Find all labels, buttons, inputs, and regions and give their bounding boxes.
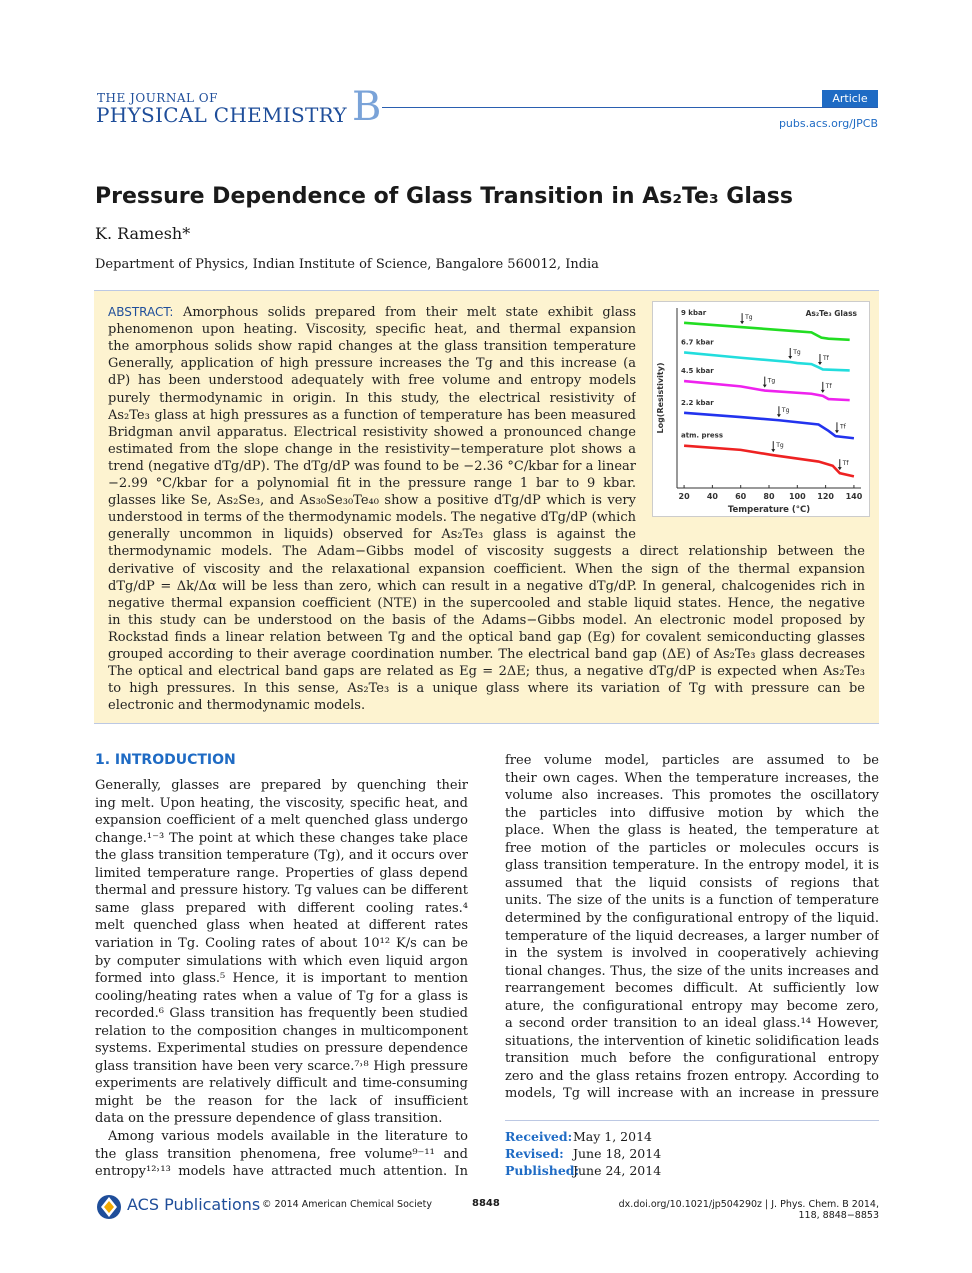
body-text-line: temperature of the liquid decreases, a larger number of: [505, 928, 879, 944]
series-label: atm. press: [681, 431, 724, 440]
body-text-line: experiments are relatively difficult and time-consuming: [95, 1076, 468, 1092]
transition-label: Tf: [825, 382, 832, 390]
abstract-line: in this study can be understood on the basis of the Adams−Gibbs model. An electronic model proposed by: [108, 612, 865, 628]
body-text-line: situations, the intervention of kinetic solidification leads: [505, 1033, 879, 1049]
journal-url-link[interactable]: pubs.acs.org/JPCB: [778, 117, 878, 130]
date-value: May 1, 2014: [573, 1129, 652, 1144]
abstract-line: phenomenon upon heating. Viscosity, specific heat, and thermal expansion: [108, 322, 636, 338]
date-label: Published:: [505, 1163, 580, 1178]
x-tick-label: 40: [706, 492, 718, 501]
transition-arrow-head: [763, 385, 767, 388]
abstract-line: dP) has been understood adequately with free volume and entropy models: [108, 373, 636, 389]
date-value: June 18, 2014: [573, 1146, 662, 1161]
body-text-line: melt quenched glass when heated at different rates: [95, 918, 468, 934]
author-list: K. Ramesh*: [95, 224, 191, 243]
body-text-line: data on the pressure dependence of glass transition.: [95, 1111, 443, 1127]
abstract-line: [108, 304, 636, 321]
body-text-line: change.¹⁻³ The point at which these changes take place: [95, 830, 468, 846]
body-text-line: glass transition have been very scarce.⁷˒⁸ High pressure: [95, 1058, 468, 1074]
abstract-line: purely thermodynamic in origin. In this study, the electrical resistivity of: [108, 390, 636, 406]
x-axis-label: Temperature (°C): [727, 505, 811, 515]
abstract-line: electronic and thermodynamic models.: [108, 698, 366, 714]
series-label: 2.2 kbar: [681, 398, 714, 407]
copyright-notice: © 2014 American Chemical Society: [262, 1199, 432, 1210]
abstract-line: Rockstad finds a linear relation between Tg and the optical band gap (Eg) for covalent semiconducting glasses: [108, 629, 865, 645]
body-text-line: same glass prepared with different cooling rates.⁴: [95, 900, 468, 916]
body-text-line: entropy¹²˒¹³ models have attracted much attention. In: [95, 1164, 468, 1180]
body-text-line: ature, the configurational entropy may become zero,: [505, 998, 879, 1014]
toc-graphic: [652, 301, 870, 517]
acs-logo-icon: [95, 1193, 123, 1225]
body-text-line: units. The size of the units is a function of temperature: [505, 893, 879, 909]
body-text-line: volume also increases. This promotes the oscillatory: [505, 788, 879, 804]
transition-label: Tg: [776, 442, 784, 450]
body-text-line: glass transition temperature. In the entropy model, it is: [505, 858, 879, 874]
body-text-line: determined by the configurational entropy of the liquid.: [505, 910, 879, 926]
transition-label: Tg: [793, 349, 801, 356]
body-text-line: transition much before the configurational entropy: [505, 1051, 879, 1067]
y-axis-label: Log(Resistivity): [656, 362, 665, 434]
body-text-line: in the system is involved in cooperatively achieving: [505, 946, 879, 962]
x-tick-label: 80: [763, 492, 775, 501]
body-text-line: zero and the glass retains frozen entropy. According to: [505, 1068, 879, 1084]
date-label: Received:: [505, 1129, 573, 1144]
abstract-line: −2.99 °C/kbar for a polynomial fit in the pressure range 1 bar to 9 kbar.: [108, 476, 636, 491]
doi-citation[interactable]: dx.doi.org/10.1021/jp504290z | J. Phys. Chem. B 2014, 118, 8848−8853: [618, 1199, 879, 1221]
x-tick-label: 120: [817, 492, 834, 501]
series-line: [684, 446, 854, 477]
abstract-line: to high pressures. In this sense, As₂Te₃ is a unique glass where its variation of Tg with pressure can be: [108, 681, 865, 697]
resistivity-temperature-chart: [653, 302, 869, 516]
transition-arrow-head: [788, 356, 792, 359]
body-text-line: Among various models available in the literature to: [108, 1129, 468, 1144]
body-text-line: formed into glass.⁵ Hence, it is important to mention: [95, 971, 468, 987]
abstract-line: understood in terms of the thermodynamic models. The negative dTg/dP (which: [108, 510, 636, 526]
abstract-line: thermodynamic models. The Adam−Gibbs model of viscosity suggests a direct relationship between the: [108, 544, 865, 560]
journal-name-line2: PHYSICAL CHEMISTRY: [96, 103, 347, 127]
body-text-line: models, Tg will increase with an increase in pressure: [505, 1086, 879, 1102]
header-rule: [382, 107, 878, 108]
abstract-line: derivative of viscosity and the relaxational expansion coefficient. When the sign of the thermal expansion: [108, 561, 865, 577]
body-text-line: the particles into diffusive motion by which the: [505, 805, 879, 821]
dates-rule: [505, 1120, 879, 1121]
abstract-line: estimated from the slope change in the resistivity−temperature plot shows a: [108, 441, 636, 457]
author-affiliation: Department of Physics, Indian Institute of Science, Bangalore 560012, India: [95, 257, 599, 272]
abstract-line: As₂Te₃ glass at high pressures as a function of temperature has been measured: [108, 407, 636, 423]
transition-label: Tf: [839, 423, 846, 431]
abstract-line: negative thermal expansion coefficient (NTE) in the supercooled and stable liquid states. Hence, the negative: [108, 595, 865, 611]
transition-label: Tg: [767, 377, 776, 385]
series-label: 9 kbar: [681, 308, 707, 317]
body-text-line: cooling/heating rates when a value of Tg for a glass is: [95, 988, 468, 1004]
abstract-line: trend (negative dTg/dP). The dTg/dP was found to be −2.36 °C/kbar for a linear: [108, 458, 636, 474]
body-text-line: limited temperature range. Properties of glass depend: [95, 865, 468, 881]
x-tick-label: 60: [735, 492, 747, 501]
transition-arrow-head: [771, 449, 775, 452]
transition-arrow-head: [818, 362, 822, 365]
abstract-line: glasses like Se, As₂Se₃, and As₃₀Se₃₀Te₄₀ show a positive dTg/dP which is very: [108, 493, 636, 509]
abstract-label: ABSTRACT:: [108, 305, 174, 319]
journal-name-line1: THE JOURNAL OF: [97, 91, 218, 105]
body-text-line: place. When the glass is heated, the temperature at: [505, 823, 879, 839]
abstract-line: grouped according to their average coordination number. The electrical band gap (ΔE) of As₂Te₃ glass decreases: [108, 647, 865, 662]
series-line: [684, 323, 850, 340]
chart-title: As₂Te₃ Glass: [805, 309, 857, 318]
article-type-badge: Article: [822, 90, 878, 107]
transition-arrow-head: [835, 430, 839, 433]
body-text-line: systems. Experimental studies on pressure dependence: [95, 1041, 468, 1057]
abstract-line: The optical and electrical band gaps are related as Eg = 2ΔE; thus, a negative dTg/dP is expected when As₂Te₃: [108, 664, 865, 680]
abstract-line: generally uncommon in liquids) observed for As₂Te₃ glass is against the: [108, 527, 636, 543]
body-text-line: tional changes. Thus, the size of the units increases and: [505, 963, 879, 979]
section-heading-introduction: 1. INTRODUCTION: [95, 752, 236, 768]
body-text-line: assumed that the liquid consists of regions that: [505, 875, 879, 891]
x-tick-label: 100: [788, 492, 806, 501]
body-text-line: Generally, glasses are prepared by quenching their: [95, 778, 468, 793]
acs-publications-label: ACS Publications: [127, 1195, 261, 1214]
article-title: Pressure Dependence of Glass Transition in As₂Te₃ Glass: [95, 184, 793, 209]
body-text-line: the glass transition temperature (Tg), and it occurs over: [95, 848, 468, 864]
abstract-line: the amorphous solids show rapid changes at the glass transition temperature: [108, 339, 636, 355]
x-tick-label: 140: [845, 492, 863, 501]
journal-section-letter: B: [352, 84, 382, 130]
transition-arrow-head: [740, 321, 744, 324]
transition-arrow-head: [821, 390, 825, 393]
body-text-line: a second order transition to an ideal glass.¹⁴ However,: [505, 1016, 879, 1032]
abstract-line-text: Amorphous solids prepared from their melt state exhibit glass: [182, 305, 636, 320]
body-text-line: recorded.⁶ Glass transition has frequently been studied: [95, 1006, 468, 1022]
page-number: 8848: [472, 1198, 500, 1209]
body-text-line: relation to the composition changes in multicomponent: [95, 1023, 468, 1039]
body-text-line: by computer simulations with which even liquid argon: [95, 953, 468, 969]
series-label: 4.5 kbar: [681, 367, 714, 376]
transition-label: Tg: [745, 314, 753, 322]
date-label: Revised:: [505, 1146, 564, 1161]
body-text-line: ing melt. Upon heating, the viscosity, specific heat, and: [95, 795, 468, 811]
transition-label: Tf: [842, 460, 849, 468]
body-text-line: variation in Tg. Cooling rates of about 10¹² K/s can be: [95, 935, 468, 951]
date-value: June 24, 2014: [573, 1163, 662, 1178]
body-text-line: free volume model, particles are assumed to be: [505, 753, 879, 768]
abstract-line: Generally, application of high pressure increases the Tg and this increase (a: [108, 356, 636, 372]
body-text-line: their own cages. When the temperature increases, the: [505, 770, 879, 786]
body-text-line: expansion coefficient of a melt quenched glass undergo: [95, 813, 468, 829]
body-text-line: thermal and pressure history. Tg values can be different: [95, 883, 468, 899]
transition-arrow-head: [777, 414, 781, 417]
body-text-line: might be the reason for the lack of insufficient: [95, 1093, 468, 1109]
abstract-line: dTg/dP = Δk/Δα will be less than zero, which can result in a negative dTg/dP. In general, chalcogenides rich in: [108, 578, 865, 594]
body-text-line: rearrangement becomes difficult. At sufficiently low: [505, 981, 879, 997]
abstract-line: Bridgman anvil apparatus. Electrical resistivity showed a pronounced change: [108, 424, 636, 440]
transition-label: Tg: [781, 407, 790, 415]
transition-label: Tf: [822, 355, 829, 362]
body-text-line: free motion of the particles or molecules occurs is: [505, 840, 879, 856]
body-text-line: the glass transition phenomena, free volume⁹⁻¹¹ and: [95, 1146, 468, 1162]
x-tick-label: 20: [678, 492, 690, 501]
transition-arrow-head: [838, 467, 842, 470]
series-label: 6.7 kbar: [681, 338, 714, 347]
